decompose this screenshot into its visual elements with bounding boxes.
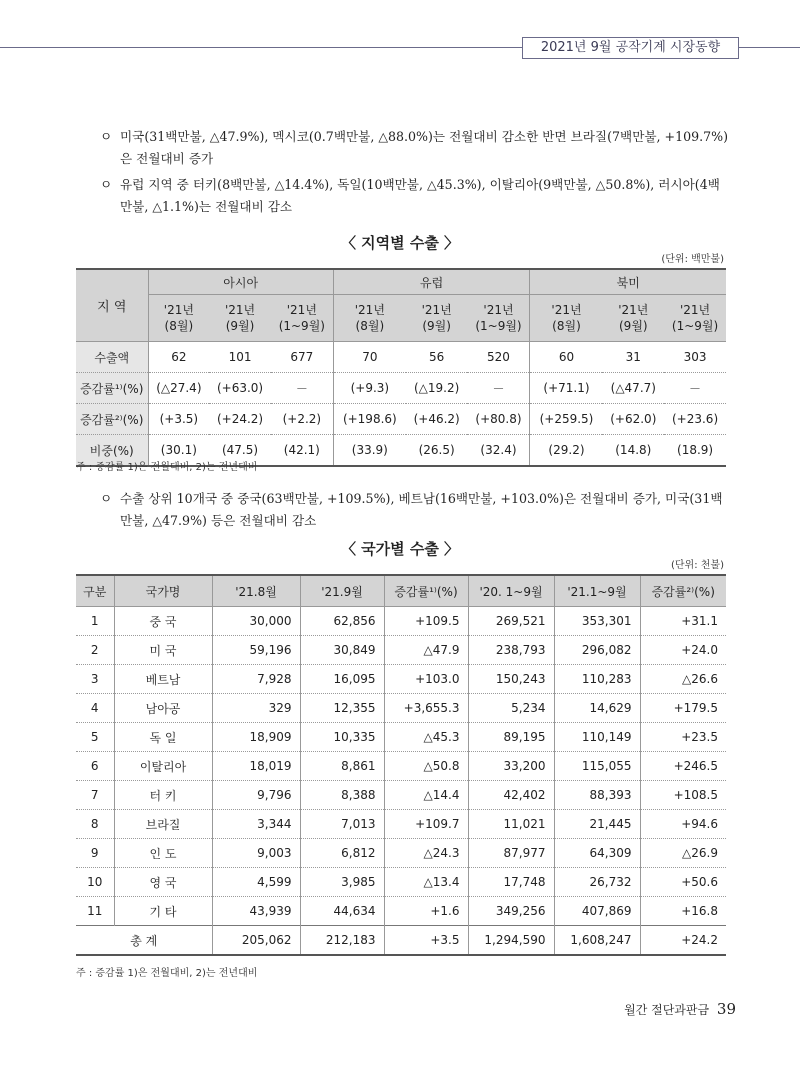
- group-header-europe: 유럽: [333, 269, 530, 295]
- table-cell: 110,283: [554, 665, 640, 694]
- table-cell: +3.5: [384, 926, 468, 956]
- table-cell: 88,393: [554, 781, 640, 810]
- table-cell: 31: [602, 342, 664, 373]
- table-row: [76, 665, 726, 694]
- table-row: [76, 404, 726, 435]
- header-rule-left: [0, 47, 522, 48]
- table-cell: 9,003: [212, 839, 300, 868]
- table-cell: △50.8: [384, 752, 468, 781]
- table-cell: +50.6: [640, 868, 726, 897]
- table-cell: 10: [76, 868, 114, 897]
- table-cell: 296,082: [554, 636, 640, 665]
- table-cell: (+46.2): [406, 404, 468, 435]
- period-header: [333, 295, 406, 342]
- table-cell: △24.3: [384, 839, 468, 868]
- table-cell: 7: [76, 781, 114, 810]
- table-cell: 남아공: [114, 694, 212, 723]
- table-cell: 8,388: [300, 781, 384, 810]
- page-footer: [624, 1000, 736, 1018]
- bullet-mark: ㅇ: [100, 177, 113, 192]
- table-cell: 9: [76, 839, 114, 868]
- table-cell: (+2.2): [271, 404, 333, 435]
- period-header-line: (9월): [225, 319, 255, 333]
- period-header-line: (9월): [422, 319, 451, 333]
- table-cell: 14,629: [554, 694, 640, 723]
- table-cell: 349,256: [468, 897, 554, 926]
- table-cell: 89,195: [468, 723, 554, 752]
- table-cell: (+198.6): [333, 404, 406, 435]
- table-cell: 407,869: [554, 897, 640, 926]
- table-cell: －: [467, 373, 529, 404]
- period-header-line: '21년: [483, 303, 514, 317]
- table-cell: 329: [212, 694, 300, 723]
- table-cell: 독 일: [114, 723, 212, 752]
- bullet-text: 미국(31백만불, △47.9%), 멕시코(0.7백만불, △88.0%)는 전월대비 감소한 반면 브라질(7백만불, +109.7%)은 전월대비 증가: [120, 129, 729, 166]
- table-cell: +1.6: [384, 897, 468, 926]
- period-header: [530, 295, 603, 342]
- table-cell: 인 도: [114, 839, 212, 868]
- table-cell: 677: [271, 342, 333, 373]
- table-cell: 212,183: [300, 926, 384, 956]
- column-header: '21.9월: [300, 575, 384, 607]
- group-header-north-america: 북미: [530, 269, 726, 295]
- table-cell: 7,013: [300, 810, 384, 839]
- column-header: '20. 1~9월: [468, 575, 554, 607]
- table-cell: 2: [76, 636, 114, 665]
- table-cell: 101: [209, 342, 271, 373]
- region-header: 지 역: [76, 269, 148, 342]
- table-cell: 87,977: [468, 839, 554, 868]
- table-cell: 3: [76, 665, 114, 694]
- period-header-line: '21년: [618, 303, 649, 317]
- period-header-line: (9월): [619, 319, 648, 333]
- table-cell: 1: [76, 607, 114, 636]
- table-cell: +31.1: [640, 607, 726, 636]
- table-cell: +24.0: [640, 636, 726, 665]
- table-row: [76, 342, 726, 373]
- country-export-table: [76, 574, 726, 956]
- table-cell: +109.7: [384, 810, 468, 839]
- column-header: 구분: [76, 575, 114, 607]
- table-cell: 62,856: [300, 607, 384, 636]
- table-cell: 5,234: [468, 694, 554, 723]
- table-cell: (△19.2): [406, 373, 468, 404]
- table-cell: 6: [76, 752, 114, 781]
- table-cell: 16,095: [300, 665, 384, 694]
- table-cell: 44,634: [300, 897, 384, 926]
- table-cell: 6,812: [300, 839, 384, 868]
- table-cell: 18,019: [212, 752, 300, 781]
- period-header-line: '21년: [551, 303, 582, 317]
- regional-export-table: [76, 268, 726, 467]
- table-cell: 26,732: [554, 868, 640, 897]
- table-cell: 43,939: [212, 897, 300, 926]
- table-cell: 21,445: [554, 810, 640, 839]
- table-cell: 33,200: [468, 752, 554, 781]
- table-cell: (29.2): [530, 435, 603, 467]
- table-row: [76, 868, 726, 897]
- page-number: 39: [716, 1000, 736, 1018]
- table-cell: +94.6: [640, 810, 726, 839]
- table-cell: －: [271, 373, 333, 404]
- row-label: 비중(%): [76, 435, 148, 467]
- row-label: 증감률¹⁾(%): [76, 373, 148, 404]
- regional-unit: (단위: 백만불): [661, 254, 724, 265]
- table-cell: (42.1): [283, 443, 320, 457]
- table-cell: 30,849: [300, 636, 384, 665]
- period-header: [664, 295, 726, 342]
- table-cell: (47.5): [221, 443, 259, 457]
- table-cell: (33.9): [333, 435, 406, 467]
- table-cell: (+71.1): [530, 373, 603, 404]
- column-header: '21.1~9월: [554, 575, 640, 607]
- period-header: [148, 295, 209, 342]
- table-row: [76, 373, 726, 404]
- table-cell: 1,608,247: [554, 926, 640, 956]
- table-cell: (32.4): [480, 443, 517, 457]
- period-header: [209, 295, 271, 342]
- table-cell: (△27.4): [148, 373, 209, 404]
- period-header-line: '21년: [163, 303, 194, 317]
- bullets-top: [100, 126, 730, 222]
- total-row: [76, 926, 726, 956]
- column-header: 증감률²⁾(%): [640, 575, 726, 607]
- table-cell: 3,344: [212, 810, 300, 839]
- table-cell: 8: [76, 810, 114, 839]
- table-cell: 10,335: [300, 723, 384, 752]
- column-header: 증감률¹⁾(%): [384, 575, 468, 607]
- column-header: 국가명: [114, 575, 212, 607]
- table-cell: 영 국: [114, 868, 212, 897]
- table-cell: 269,521: [468, 607, 554, 636]
- period-header-line: '21년: [286, 303, 317, 317]
- period-header-line: '21년: [679, 303, 711, 317]
- table-cell: (14.8): [615, 443, 652, 457]
- table-row: [76, 897, 726, 926]
- table-row: [76, 694, 726, 723]
- table-cell: 17,748: [468, 868, 554, 897]
- table-cell: 3,985: [300, 868, 384, 897]
- table-cell: 중 국: [114, 607, 212, 636]
- table-cell: +179.5: [640, 694, 726, 723]
- bullet-item: [100, 126, 730, 170]
- regional-caption: 〈 지역별 수출 〉: [340, 234, 460, 252]
- table-cell: 70: [333, 342, 406, 373]
- bullet-text: 수출 상위 10개국 중 중국(63백만불, +109.5%), 베트남(16백만불, +103.0%)은 전월대비 증가, 미국(31백만불, △47.9%) 등은 전월대비 감소: [120, 491, 723, 528]
- table-cell: △26.9: [640, 839, 726, 868]
- row-label: 증감률²⁾(%): [76, 404, 148, 435]
- group-header-asia: 아시아: [148, 269, 333, 295]
- table-cell: 미 국: [114, 636, 212, 665]
- table-row: [76, 607, 726, 636]
- table-cell: 1,294,590: [468, 926, 554, 956]
- table-cell: +109.5: [384, 607, 468, 636]
- bullet-item: [100, 174, 730, 218]
- period-header: [406, 295, 468, 342]
- table-cell: 9,796: [212, 781, 300, 810]
- table-cell: －: [664, 373, 726, 404]
- table-cell: +16.8: [640, 897, 726, 926]
- table-cell: (+259.5): [530, 404, 603, 435]
- table-cell: 30,000: [212, 607, 300, 636]
- period-header: [271, 295, 333, 342]
- table-row: [76, 781, 726, 810]
- table-cell: 205,062: [212, 926, 300, 956]
- bullet-mark: ㅇ: [100, 129, 113, 144]
- table-cell: 11,021: [468, 810, 554, 839]
- table-cell: (30.1): [148, 435, 209, 467]
- table-cell: 115,055: [554, 752, 640, 781]
- row-label: 수출액: [76, 342, 148, 373]
- period-header-line: (8월): [552, 319, 581, 333]
- table-cell: △26.6: [640, 665, 726, 694]
- table-cell: (△47.7): [602, 373, 664, 404]
- regional-footnote: 주 : 증감률 1)은 전월대비, 2)는 전년대비: [76, 462, 258, 473]
- table-cell: 110,149: [554, 723, 640, 752]
- table-cell: 이탈리아: [114, 752, 212, 781]
- table-cell: 150,243: [468, 665, 554, 694]
- table-cell: △13.4: [384, 868, 468, 897]
- table-cell: 238,793: [468, 636, 554, 665]
- table-row: [76, 839, 726, 868]
- table-cell: 64,309: [554, 839, 640, 868]
- table-row: [76, 752, 726, 781]
- table-cell: 303: [664, 342, 726, 373]
- table-cell: (+9.3): [333, 373, 406, 404]
- period-header: [467, 295, 529, 342]
- table-cell: (+80.8): [467, 404, 529, 435]
- bullet-mark: ㅇ: [100, 491, 113, 506]
- table-cell: (+24.2): [209, 404, 271, 435]
- table-cell: (26.5): [418, 443, 455, 457]
- table-cell: +103.0: [384, 665, 468, 694]
- table-cell: △47.9: [384, 636, 468, 665]
- bullet-item: [100, 488, 730, 532]
- table-row: [76, 636, 726, 665]
- table-cell: (18.9): [677, 443, 714, 457]
- table-cell: +23.5: [640, 723, 726, 752]
- period-header-line: (1~9월): [475, 319, 522, 333]
- table-cell: 59,196: [212, 636, 300, 665]
- table-cell: 56: [406, 342, 468, 373]
- table-cell: 18,909: [212, 723, 300, 752]
- period-header-line: '21년: [224, 303, 256, 317]
- bullets-mid: [100, 488, 730, 536]
- country-caption: 〈 국가별 수출 〉: [340, 540, 460, 558]
- period-header-line: (1~9월): [278, 319, 325, 333]
- table-cell: △45.3: [384, 723, 468, 752]
- period-header-line: (8월): [355, 319, 385, 333]
- table-cell: 42,402: [468, 781, 554, 810]
- table-cell: 62: [148, 342, 209, 373]
- period-header-line: (1~9월): [671, 319, 719, 333]
- table-cell: △14.4: [384, 781, 468, 810]
- table-cell: +108.5: [640, 781, 726, 810]
- table-cell: 8,861: [300, 752, 384, 781]
- table-row: [76, 810, 726, 839]
- table-cell: 12,355: [300, 694, 384, 723]
- table-row: [76, 723, 726, 752]
- table-cell: 353,301: [554, 607, 640, 636]
- table-cell: 11: [76, 897, 114, 926]
- table-cell: +24.2: [640, 926, 726, 956]
- table-cell: 4: [76, 694, 114, 723]
- header-rule-right: [739, 47, 800, 48]
- country-unit: (단위: 천불): [671, 560, 724, 571]
- period-header-line: '21년: [354, 303, 385, 317]
- period-header-line: (8월): [164, 319, 194, 333]
- table-cell: 60: [530, 342, 603, 373]
- country-footnote: 주 : 증감률 1)은 전월대비, 2)는 전년대비: [76, 968, 258, 979]
- table-cell: 5: [76, 723, 114, 752]
- running-header: 2021년 9월 공작기계 시장동향: [522, 37, 739, 59]
- bullet-text: 유럽 지역 중 터키(8백만불, △14.4%), 독일(10백만불, △45.3%), 이탈리아(9백만불, △50.8%), 러시아(4백만불, △1.1%)는 전월대비 감소: [120, 177, 720, 214]
- table-cell: 4,599: [212, 868, 300, 897]
- table-cell: 7,928: [212, 665, 300, 694]
- table-cell: (+63.0): [209, 373, 271, 404]
- table-cell: +3,655.3: [384, 694, 468, 723]
- period-header-line: '21년: [421, 303, 452, 317]
- table-cell: (+3.5): [148, 404, 209, 435]
- publication-name: 월간 절단과판금: [624, 1003, 710, 1017]
- total-label: 총 계: [76, 926, 212, 956]
- table-cell: (+23.6): [664, 404, 726, 435]
- table-cell: (+62.0): [602, 404, 664, 435]
- table-cell: 520: [467, 342, 529, 373]
- table-cell: 기 타: [114, 897, 212, 926]
- table-cell: +246.5: [640, 752, 726, 781]
- table-cell: 터 키: [114, 781, 212, 810]
- period-header: [602, 295, 664, 342]
- table-cell: 베트남: [114, 665, 212, 694]
- table-cell: 브라질: [114, 810, 212, 839]
- column-header: '21.8월: [212, 575, 300, 607]
